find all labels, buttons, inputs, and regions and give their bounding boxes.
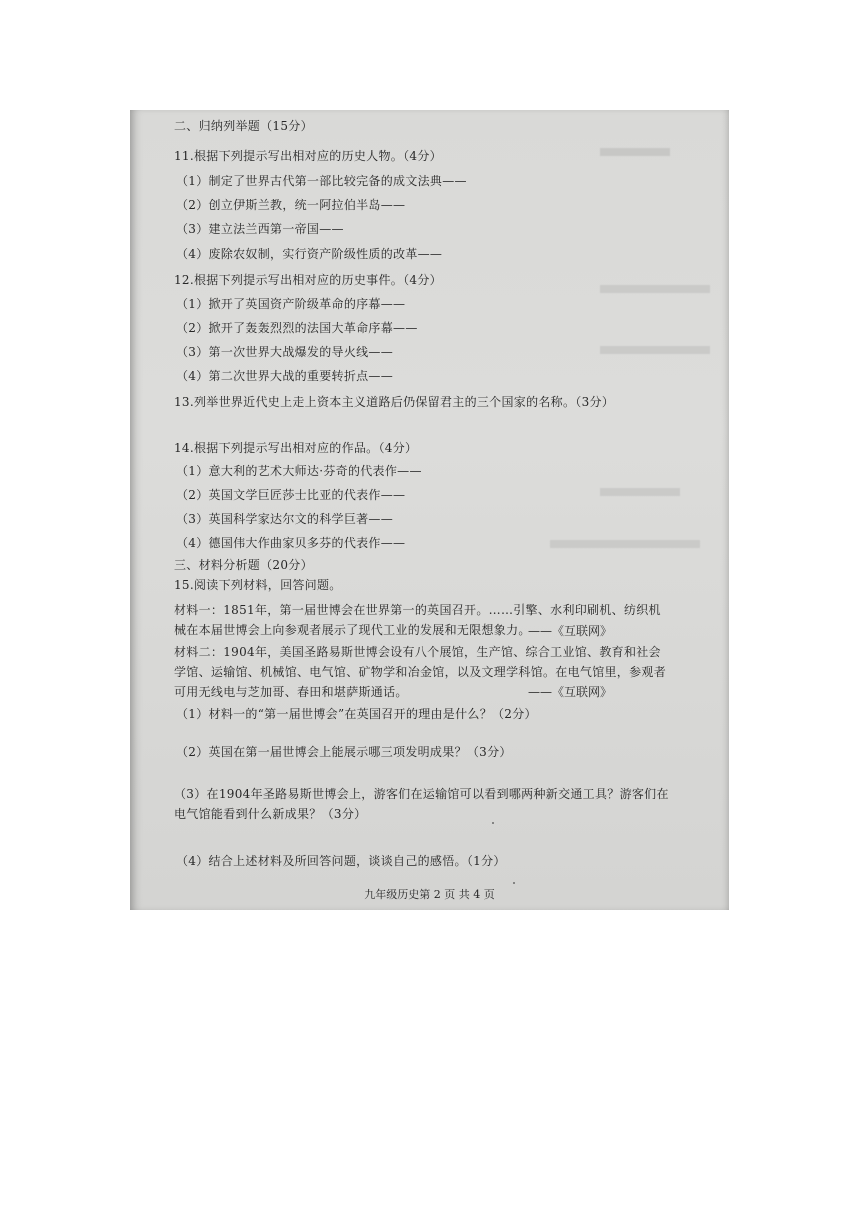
question-15-sub-3: （3）在1904年圣路易斯世博会上，游客们在运输馆可以看到哪两种新交通工具？游客们在电气馆能看到什么新成果？（3分） — [174, 787, 669, 821]
question-11-item-1: （1）制定了世界古代第一部比较完备的成文法典—— — [176, 174, 467, 188]
question-15-sub-4: （4）结合上述材料及所回答问题，谈谈自己的感悟。（1分） — [176, 854, 506, 868]
question-13-stem: 13.列举世界近代史上走上资本主义道路后仍保留君主的三个国家的名称。（3分） — [174, 395, 615, 409]
material-2-text: 材料二：1904年，美国圣路易斯世博会设有八个展馆，生产馆、综合工业馆、教育和社会学馆、运输馆、机械馆、电气馆、矿物学和冶金馆，以及文理学科馆。在电气馆里，参观者可用无线电与芝加哥、春田和堪萨斯通话。 — [174, 645, 667, 699]
question-14-item-1: （1）意大利的艺术大师达·芬奇的代表作—— — [176, 464, 422, 478]
bleed-through-mark — [550, 540, 700, 548]
ink-speck — [513, 882, 515, 884]
bleed-through-mark — [600, 148, 670, 156]
bleed-through-mark — [600, 285, 710, 293]
question-14-item-2: （2）英国文学巨匠莎士比亚的代表作—— — [176, 488, 406, 502]
question-14-item-4: （4）德国伟大作曲家贝多芬的代表作—— — [176, 536, 406, 550]
question-14-stem: 14.根据下列提示写出相对应的作品。（4分） — [174, 441, 418, 455]
question-15-sub-2: （2）英国在第一届世博会上能展示哪三项发明成果？（3分） — [176, 745, 512, 759]
question-11-item-2: （2）创立伊斯兰教，统一阿拉伯半岛—— — [176, 198, 406, 212]
material-2-source: ——《互联网》 — [528, 685, 613, 699]
section-heading-2: 二、归纳列举题（15分） — [174, 119, 313, 133]
question-15-sub-1: （1）材料一的“第一届世博会”在英国召开的理由是什么？（2分） — [176, 707, 537, 721]
question-14-item-3: （3）英国科学家达尔文的科学巨著—— — [176, 512, 394, 526]
question-12-item-2: （2）掀开了轰轰烈烈的法国大革命序幕—— — [176, 321, 418, 335]
question-11-stem: 11.根据下列提示写出相对应的历史人物。（4分） — [174, 149, 442, 163]
exam-page — [130, 110, 729, 910]
question-11-item-4: （4）废除农奴制，实行资产阶级性质的改革—— — [176, 247, 443, 261]
question-12-item-4: （4）第二次世界大战的重要转折点—— — [176, 369, 394, 383]
section-heading-3: 三、材料分析题（20分） — [174, 558, 313, 572]
bleed-through-mark — [600, 346, 710, 354]
question-12-item-1: （1）掀开了英国资产阶级革命的序幕—— — [176, 297, 406, 311]
question-11-item-3: （3）建立法兰西第一帝国—— — [176, 222, 344, 236]
question-12-item-3: （3）第一次世界大战爆发的导火线—— — [176, 345, 394, 359]
bleed-through-mark — [600, 488, 680, 496]
material-1-text: 材料一：1851年，第一届世博会在世界第一的英国召开。……引擎、水利印刷机、纺织机械在本届世博会上向参观者展示了现代工业的发展和无限想象力。 — [174, 603, 661, 637]
question-12-stem: 12.根据下列提示写出相对应的历史事件。（4分） — [174, 273, 442, 287]
ink-speck — [492, 822, 494, 824]
page-footer: 九年级历史第 2 页 共 4 页 — [364, 888, 495, 901]
question-15-stem: 15.阅读下列材料，回答问题。 — [174, 578, 342, 592]
material-1-source: ——《互联网》 — [528, 624, 613, 638]
